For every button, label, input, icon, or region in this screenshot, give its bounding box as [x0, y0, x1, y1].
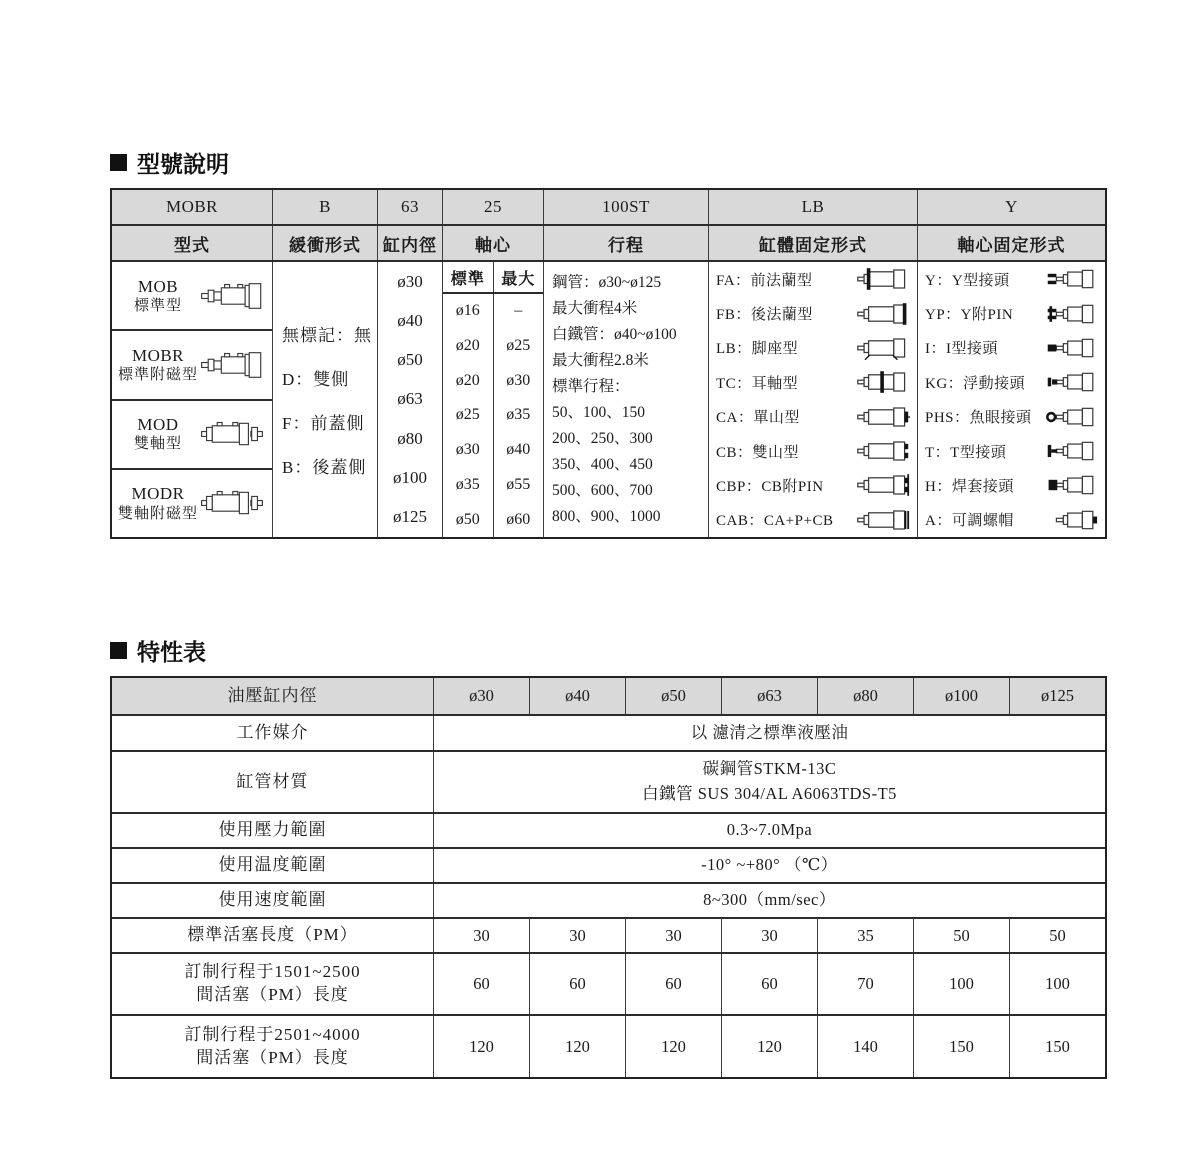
code-cell: 100ST — [543, 190, 708, 224]
adjustable-nut-icon — [1046, 508, 1098, 532]
axis-max-value: ø30 — [506, 371, 531, 389]
spec-value: 120 — [433, 1016, 529, 1077]
clevis-combo-icon — [856, 508, 910, 532]
spec-row-label: 訂制行程于2501~4000 間活塞（PM）長度 — [184, 1024, 361, 1067]
type-code: MOD — [137, 415, 179, 435]
mount-label: CB：雙山型 — [716, 444, 800, 461]
spec-row-value: 8~300（mm/sec） — [433, 884, 1105, 917]
spec-row-temperature-range — [112, 847, 1105, 882]
spec-row-label: 訂制行程于1501~2500 間活塞（PM）長度 — [184, 962, 361, 1004]
mount-row-h — [918, 468, 1105, 502]
spec-row-label: 標準活塞長度（PM） — [187, 925, 358, 945]
code-cell: MOBR — [112, 190, 272, 224]
stroke-line: 標準行程： — [552, 378, 630, 395]
spec-value: 50 — [913, 919, 1009, 952]
single-clevis-icon — [856, 405, 910, 429]
rod-mount-column — [917, 262, 1105, 537]
mount-row-tc — [709, 365, 917, 399]
spec-value: 120 — [721, 1016, 817, 1077]
axis-std-value: ø35 — [455, 475, 480, 493]
axis-std-value: ø30 — [455, 441, 480, 459]
stroke-line: 鋼管：ø30~ø125 — [552, 274, 662, 291]
mount-label: CBP：CB附PIN — [716, 478, 824, 495]
spec-value: 100 — [913, 954, 1009, 1014]
axis-max-value: ø60 — [506, 510, 531, 528]
mount-row-y — [918, 262, 1105, 296]
stroke-column — [543, 262, 708, 537]
mount-label: I：I型接頭 — [925, 341, 998, 358]
spec-value: 30 — [529, 919, 625, 952]
model-code-row — [112, 190, 1105, 224]
spec-table — [110, 676, 1107, 1079]
double-rod-cylinder-icon — [200, 419, 264, 449]
bore-value: ø50 — [397, 350, 423, 370]
single-rod-cylinder-icon — [200, 281, 264, 311]
axis-max-label: 最大 — [501, 270, 536, 288]
spec-value: 140 — [817, 1016, 913, 1077]
header-cell: 行程 — [543, 226, 708, 260]
stroke-line: 350、400、450 — [552, 456, 653, 473]
mount-row-lb — [709, 331, 917, 365]
spec-row-label: 缸管材質 — [236, 771, 309, 791]
spec-row-speed-range — [112, 882, 1105, 917]
model-section-title — [110, 146, 229, 179]
axis-std-value: ø50 — [455, 510, 480, 528]
spec-value: 60 — [433, 954, 529, 1014]
stroke-line: 800、900、1000 — [552, 508, 661, 525]
header-cell: 軸心 — [442, 226, 543, 260]
buffer-column — [272, 262, 377, 537]
model-table — [110, 188, 1107, 539]
mount-row-a — [918, 503, 1105, 537]
code-cell: B — [272, 190, 377, 224]
spec-row-label: 使用壓力範圍 — [218, 820, 327, 840]
header-cell: 軸心固定形式 — [917, 226, 1105, 260]
spec-bore-header: ø50 — [625, 678, 721, 714]
spec-bore-header: ø80 — [817, 678, 913, 714]
stroke-line: 白鐵管：ø40~ø100 — [552, 326, 677, 343]
mount-row-fb — [709, 296, 917, 330]
axis-max-value: ø55 — [506, 475, 531, 493]
floating-joint-icon — [1046, 370, 1098, 394]
mount-row-yp — [918, 296, 1105, 330]
double-rod-magnetic-cylinder-icon — [200, 488, 264, 518]
axis-std-value: ø25 — [455, 406, 480, 424]
stroke-line: 最大衝程4米 — [552, 300, 638, 317]
single-rod-magnetic-cylinder-icon — [200, 350, 264, 380]
model-body-row — [112, 260, 1105, 537]
y-knuckle-icon — [1046, 267, 1098, 291]
mount-label: CAB：CA+P+CB — [716, 513, 834, 530]
header-cell: 缸體固定形式 — [708, 226, 917, 260]
axis-column — [442, 262, 543, 537]
type-cell-mob — [112, 262, 272, 329]
spec-value: 60 — [529, 954, 625, 1014]
spec-value: 60 — [721, 954, 817, 1014]
t-joint-icon — [1046, 439, 1098, 463]
type-cell-mobr — [112, 329, 272, 398]
stroke-line: 500、600、700 — [552, 482, 653, 499]
spec-value: 150 — [1009, 1016, 1105, 1077]
spec-row-tube-material — [112, 750, 1105, 812]
bore-column — [377, 262, 442, 537]
front-flange-icon — [856, 267, 910, 291]
mount-label: A：可調螺帽 — [925, 513, 1014, 530]
spec-header-row — [112, 678, 1105, 714]
stroke-line: 200、250、300 — [552, 430, 653, 447]
type-name: 標準型 — [133, 297, 182, 314]
mount-label: CA：單山型 — [716, 410, 800, 427]
spec-row-label: 使用速度範圍 — [218, 890, 327, 910]
type-cell-mod — [112, 399, 272, 468]
axis-max-value: ø25 — [506, 337, 531, 355]
mount-label: PHS：魚眼接頭 — [925, 410, 1032, 427]
spec-section-title — [110, 634, 206, 667]
type-code: MOB — [137, 276, 179, 296]
mount-row-kg — [918, 365, 1105, 399]
bore-value: ø30 — [397, 271, 423, 291]
mount-label: LB：脚座型 — [716, 341, 799, 358]
mount-row-cbp — [709, 468, 917, 502]
spec-value: 50 — [1009, 919, 1105, 952]
bore-value: ø80 — [397, 428, 423, 448]
axis-max-value: ø35 — [506, 406, 531, 424]
y-knuckle-pin-icon — [1046, 302, 1098, 326]
mount-row-fa — [709, 262, 917, 296]
type-cell-modr — [112, 468, 272, 537]
type-name: 雙軸型 — [133, 436, 182, 453]
spec-value: 60 — [625, 954, 721, 1014]
rear-flange-icon — [856, 302, 910, 326]
mount-label: FA：前法蘭型 — [716, 272, 813, 289]
spec-row-value: 以 濾清之標準液壓油 — [433, 716, 1105, 750]
mount-row-phs — [918, 400, 1105, 434]
spec-value: 70 — [817, 954, 913, 1014]
spec-row-value: -10° ~+80° （℃） — [433, 849, 1105, 882]
trunnion-icon — [856, 370, 910, 394]
stroke-line: 50、100、150 — [552, 404, 646, 421]
spec-corner-label: 油壓缸内徑 — [112, 678, 433, 714]
axis-std-value: ø16 — [455, 302, 480, 320]
axis-max-value: – — [514, 302, 523, 320]
spec-row-pressure-range — [112, 812, 1105, 847]
mount-row-ca — [709, 400, 917, 434]
double-clevis-icon — [856, 439, 910, 463]
spec-value: 30 — [721, 919, 817, 952]
axis-std-value: ø20 — [455, 371, 480, 389]
section-bullet-icon — [110, 642, 127, 659]
spec-bore-header: ø100 — [913, 678, 1009, 714]
spec-row-label: 工作媒介 — [236, 722, 309, 742]
spec-row-working-medium — [112, 714, 1105, 750]
axis-std-value: ø20 — [455, 337, 480, 355]
code-cell: 63 — [377, 190, 442, 224]
mount-row-cb — [709, 434, 917, 468]
buffer-option: B：後蓋側 — [282, 458, 367, 477]
body-mount-column — [708, 262, 917, 537]
buffer-option: 無標記：無 — [282, 326, 372, 345]
mount-label: H：焊套接頭 — [925, 478, 1014, 495]
type-name: 雙軸附磁型 — [117, 505, 198, 522]
spec-value: 120 — [625, 1016, 721, 1077]
spec-value: 120 — [529, 1016, 625, 1077]
mount-label: FB：後法蘭型 — [716, 307, 813, 324]
bore-value: ø100 — [393, 468, 427, 488]
spec-bore-header: ø63 — [721, 678, 817, 714]
spec-row-standard-piston-length — [112, 917, 1105, 952]
header-cell: 缸内徑 — [377, 226, 442, 260]
model-section-title-text: 型號說明 — [137, 151, 229, 177]
type-column — [112, 262, 272, 537]
spec-row-label: 使用温度範圍 — [218, 855, 327, 875]
header-cell: 型式 — [112, 226, 272, 260]
spec-value: 150 — [913, 1016, 1009, 1077]
bore-value: ø40 — [397, 310, 423, 330]
spec-row-custom-stroke-2501-4000 — [112, 1014, 1105, 1077]
bore-value: ø125 — [393, 507, 427, 527]
spec-row-custom-stroke-1501-2500 — [112, 952, 1105, 1014]
axis-standard-label: 標準 — [443, 262, 494, 292]
mount-label: YP：Y附PIN — [925, 307, 1014, 324]
axis-max-values — [494, 294, 544, 537]
header-cell: 緩衝形式 — [272, 226, 377, 260]
mount-row-i — [918, 331, 1105, 365]
weld-sleeve-icon — [1046, 473, 1098, 497]
buffer-option: F：前蓋側 — [282, 414, 365, 433]
buffer-option: D：雙側 — [282, 370, 350, 389]
double-clevis-pin-icon — [856, 473, 910, 497]
mount-label: KG：浮動接頭 — [925, 375, 1026, 392]
mount-row-t — [918, 434, 1105, 468]
axis-max-value: ø40 — [506, 441, 531, 459]
spec-value: 30 — [433, 919, 529, 952]
type-name: 標準附磁型 — [117, 367, 198, 384]
mount-label: T：T型接頭 — [925, 444, 1007, 461]
spec-value: 100 — [1009, 954, 1105, 1014]
mount-label: Y：Y型接頭 — [925, 272, 1010, 289]
stroke-line: 最大衝程2.8米 — [552, 352, 649, 369]
i-joint-icon — [1046, 336, 1098, 360]
foot-mount-icon — [856, 336, 910, 360]
bore-value: ø63 — [397, 389, 423, 409]
spec-value: 35 — [817, 919, 913, 952]
mount-row-cab — [709, 503, 917, 537]
model-header-row — [112, 224, 1105, 260]
spec-value: 30 — [625, 919, 721, 952]
axis-standard-values — [443, 294, 494, 537]
code-cell: 25 — [442, 190, 543, 224]
axis-subheader — [443, 262, 543, 294]
type-code: MOBR — [131, 345, 185, 365]
code-cell: LB — [708, 190, 917, 224]
type-code: MODR — [131, 484, 185, 504]
code-cell: Y — [917, 190, 1105, 224]
rod-eye-icon — [1046, 405, 1098, 429]
mount-label: TC：耳軸型 — [716, 375, 799, 392]
spec-bore-header: ø30 — [433, 678, 529, 714]
spec-bore-header: ø125 — [1009, 678, 1105, 714]
spec-row-value: 碳鋼管STKM-13C 白鐵管 SUS 304/AL A6063TDS-T5 — [433, 752, 1105, 812]
spec-section-title-text: 特性表 — [137, 639, 206, 665]
section-bullet-icon — [110, 154, 127, 171]
spec-bore-header: ø40 — [529, 678, 625, 714]
spec-row-value: 0.3~7.0Mpa — [433, 814, 1105, 847]
